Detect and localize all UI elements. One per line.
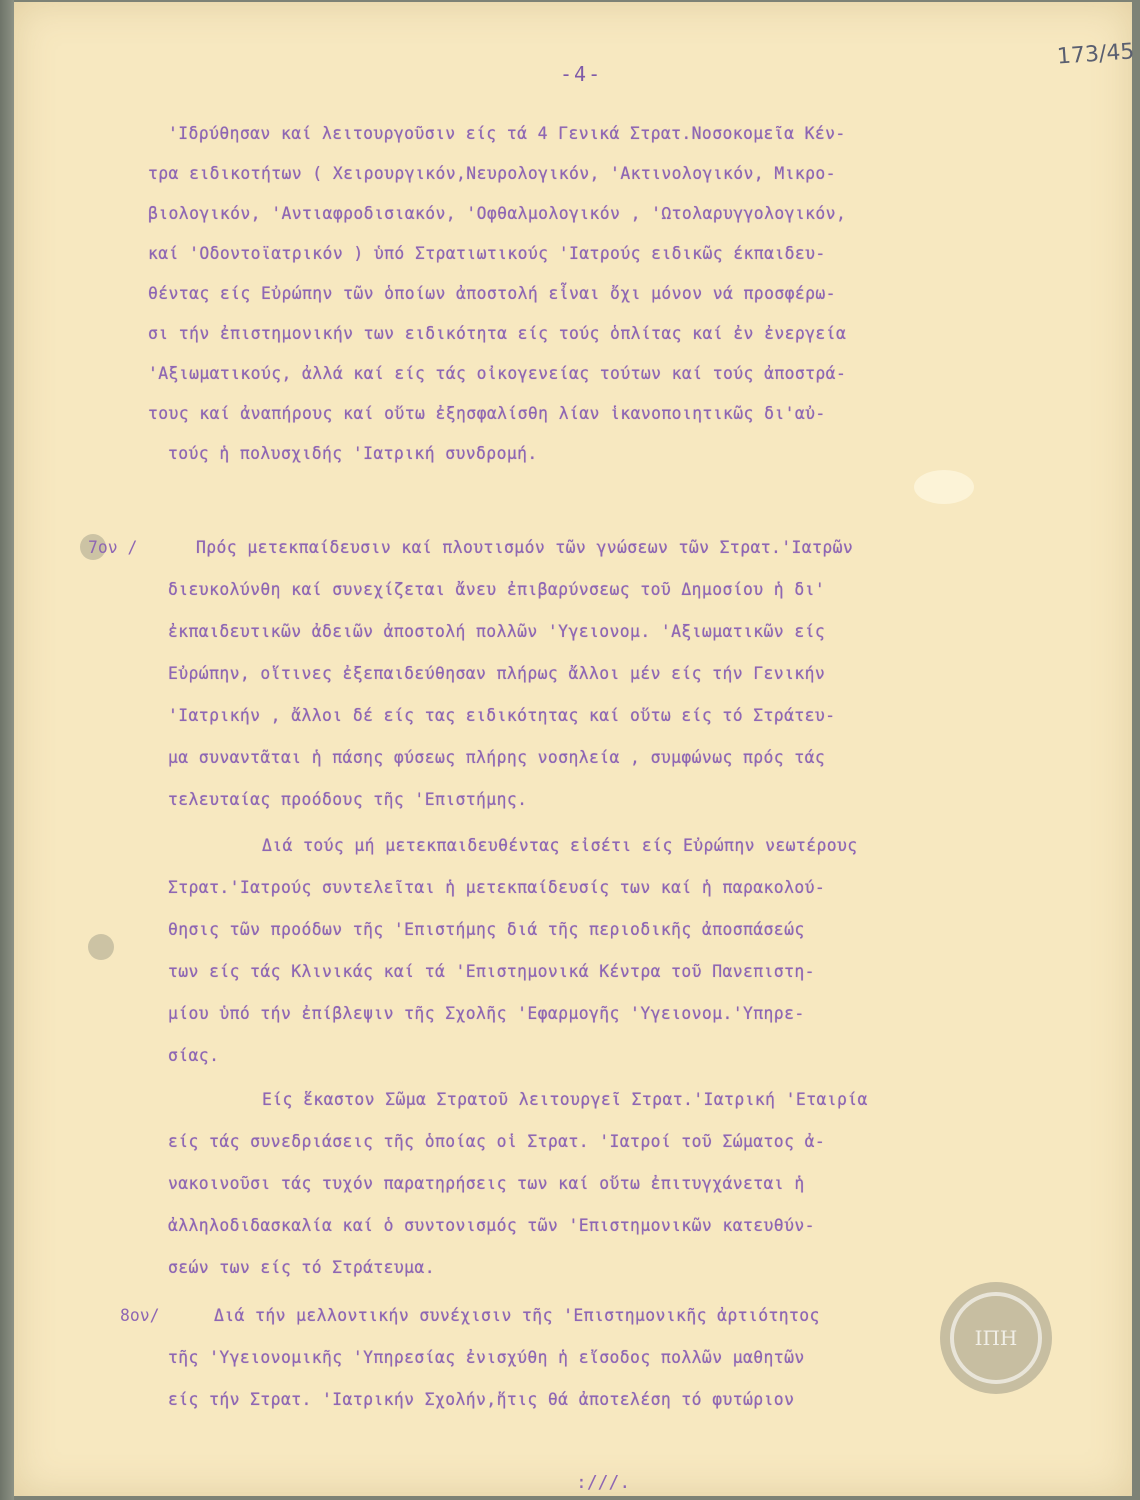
text-line: Διά τούς μή μετεκπαιδευθέντας εἰσέτι είς Εὐρώπην νεωτέρους [262,836,858,855]
text-line: μα συναντᾶται ἡ πάσης φύσεως πλήρης νοσηλεία , συμφώνως πρός τάς [168,748,826,767]
archive-number: 173/45 [1055,39,1135,70]
text-line: Διά τήν μελλοντικήν συνέχισιν τῆς 'Επιστημονικῆς ἀρτιότητος [214,1306,820,1325]
page-number: -4- [560,62,603,86]
archive-stamp [940,1282,1052,1394]
text-line: τελευταίας προόδους τῆς 'Επιστήμης. [168,790,528,809]
text-line: τῆς 'Υγειονομικῆς 'Υπηρεσίας ἐνισχύθη ἡ εἴσοδος πολλῶν μαθητῶν [168,1348,805,1367]
scan-edge [0,0,14,1500]
continuation-mark: :///. [576,1472,631,1493]
text-line: ἀλληλοδιδασκαλία καί ὁ συντονισμός τῶν 'Επιστημονικῶν κατευθύν- [168,1216,815,1235]
paper-stain [88,934,114,960]
text-line: Εὐρώπην, οἵτινες ἐξεπαιδεύθησαν πλήρως ἄλλοι μέν είς τήν Γενικήν [168,664,826,683]
text-line: 'Αξιωματικούς, ἀλλά καί είς τάς οἰκογενείας τούτων καί τούς ἀποστρά- [148,364,847,383]
text-line: σεών των είς τό Στράτευμα. [168,1258,435,1277]
section-marker-8: 8ον/ [120,1306,160,1325]
text-line: είς τήν Στρατ. 'Ιατρικήν Σχολήν,ἥτις θά ἀποτελέση τό φυτώριον [168,1390,795,1409]
text-line: τούς ἡ πολυσχιδής 'Ιατρική συνδρομή. [168,444,538,463]
text-line: των είς τάς Κλινικάς καί τά 'Επιστημονικά Κέντρα τοῦ Πανεπιστη- [168,962,815,981]
text-line: μίου ὑπό τήν ἐπίβλεψιν τῆς Σχολῆς 'Εφαρμογῆς 'Υγειονομ.'Υπηρε- [168,1004,805,1023]
text-line: θησις τῶν προόδων τῆς 'Επιστήμης διά τῆς περιοδικῆς ἀποσπάσεώς [168,920,805,939]
text-line: είς τάς συνεδριάσεις τῆς ὁποίας οἱ Στρατ. 'Ιατροί τοῦ Σώματος ἀ- [168,1132,826,1151]
stamp-text: ΙΠΗ [950,1292,1042,1384]
text-line: 'Ιατρικήν , ἄλλοι δέ είς τας ειδικότητας καί οὕτω είς τό Στράτευ- [168,706,836,725]
text-line: Πρός μετεκπαίδευσιν καί πλουτισμόν τῶν γνώσεων τῶν Στρατ.'Ιατρῶν [196,538,854,557]
text-line: Στρατ.'Ιατρούς συντελεῖται ἡ μετεκπαίδευσίς των καί ἡ παρακολού- [168,878,826,897]
text-line: σίας. [168,1046,220,1065]
text-line: τους καί ἀναπήρους καί οὕτω ἐξησφαλίσθη λίαν ἱκανοποιητικῶς δι'αὐ- [148,404,826,423]
text-line: Είς ἕκαστον Σῶμα Στρατοῦ λειτουργεῖ Στρατ.'Ιατρική 'Εταιρία [262,1090,868,1109]
text-line: νακοινοῦσι τάς τυχόν παρατηρήσεις των καί οὕτω ἐπιτυγχάνεται ἡ [168,1174,805,1193]
text-line: τρα ειδικοτήτων ( Χειρουργικόν,Νευρολογικόν, 'Ακτινολογικόν, Μικρο- [148,164,836,183]
section-marker-7: 7ον / [88,538,138,557]
text-line: ἐκπαιδευτικῶν ἀδειῶν ἀποστολή πολλῶν 'Υγειονομ. 'Αξιωματικῶν είς [168,622,826,641]
text-line: θέντας είς Εὐρώπην τῶν ὁποίων ἀποστολή εἶναι ὄχι μόνον νά προσφέρω- [148,284,836,303]
text-line: βιολογικόν, 'Αντιαφροδισιακόν, 'Οφθαλμολογικόν , 'Ωτολαρυγγολογικόν, [148,204,847,223]
text-line: 'Ιδρύθησαν καί λειτουργοῦσιν είς τά 4 Γενικά Στρατ.Νοσοκομεῖα Κέν- [168,124,846,143]
text-line: καί 'Οδοντοϊατρικόν ) ὑπό Στρατιωτικούς 'Ιατρούς ειδικῶς έκπαιδευ- [148,244,826,263]
text-line: σι τήν ἐπιστημονικήν των ειδικότητα είς τούς ὁπλίτας καί ἐν ἐνεργεία [148,324,847,343]
paper-stain [914,470,974,504]
text-line: διευκολύνθη καί συνεχίζεται ἄνευ ἐπιβαρύνσεως τοῦ Δημοσίου ἡ δι' [168,580,826,599]
